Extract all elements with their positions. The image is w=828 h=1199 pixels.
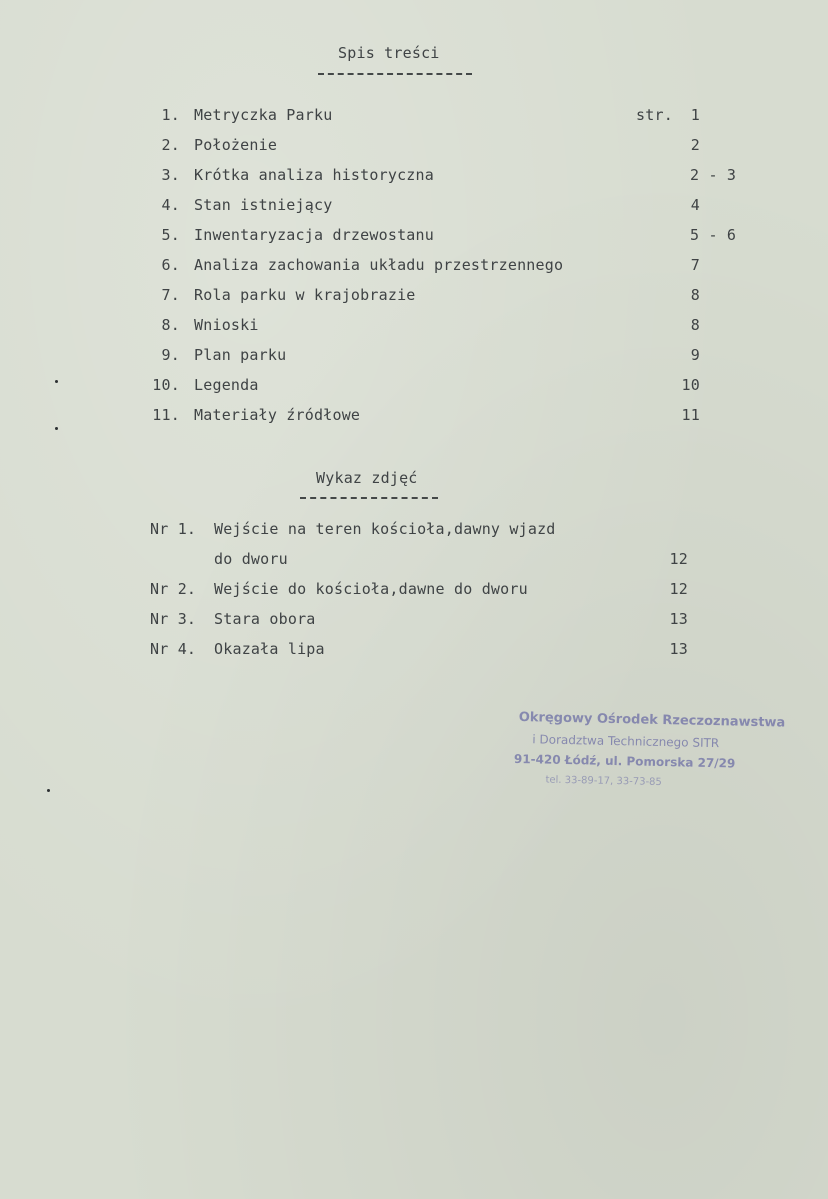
toc-item-page: 11 <box>681 406 700 424</box>
toc-item-number: 8. <box>161 316 180 334</box>
photo-item-number: Nr 3. <box>150 610 197 628</box>
photos-title: Wykaz zdjęć <box>316 469 418 487</box>
photos-title-underline <box>300 497 438 499</box>
toc-item-number: 7. <box>161 286 180 304</box>
toc-item-label: Materiały źródłowe <box>194 406 361 424</box>
toc-item-label: Metryczka Parku <box>194 106 333 124</box>
toc-item-label: Wnioski <box>194 316 259 334</box>
stamp-line: 91-420 Łódź, ul. Pomorska 27/29 <box>513 751 736 771</box>
punch-mark <box>55 427 58 430</box>
photo-item-number: Nr 1. <box>150 520 197 538</box>
toc-title: Spis treści <box>338 44 440 62</box>
stamp-line: Okręgowy Ośrodek Rzeczoznawstwa <box>518 709 786 731</box>
toc-item-page: 7 <box>690 256 700 274</box>
toc-item-number: 5. <box>161 226 180 244</box>
toc-item-number: 9. <box>161 346 180 364</box>
toc-item-label: Inwentaryzacja drzewostanu <box>194 226 434 244</box>
toc-item-label: Położenie <box>194 136 278 154</box>
photo-item-page: 13 <box>669 610 688 628</box>
toc-item-page: 4 <box>690 196 700 214</box>
photo-item-page: 12 <box>669 580 688 598</box>
toc-item-number: 11. <box>152 406 180 424</box>
toc-item-label: Plan parku <box>194 346 287 364</box>
photo-item-number: Nr 2. <box>150 580 197 598</box>
toc-item-number: 1. <box>161 106 180 124</box>
photo-item-number: Nr 4. <box>150 640 197 658</box>
photo-item-label: Okazała lipa <box>214 640 325 658</box>
toc-item-number: 10. <box>152 376 180 394</box>
photo-item-page: 13 <box>669 640 688 658</box>
toc-item-page: 2 - 3 <box>690 166 737 184</box>
toc-item-page: 2 <box>690 136 700 154</box>
toc-item-label: Analiza zachowania układu przestrzennego <box>194 256 564 274</box>
toc-item-page: 5 - 6 <box>690 226 737 244</box>
toc-item-label: Stan istniejący <box>194 196 333 214</box>
institution-stamp <box>511 709 786 804</box>
toc-item-number: 2. <box>161 136 180 154</box>
toc-item-page: 8 <box>690 316 700 334</box>
photo-item-page: 12 <box>669 550 688 568</box>
toc-item-label: Legenda <box>194 376 259 394</box>
punch-mark <box>47 789 50 792</box>
toc-item-label: Rola parku w krajobrazie <box>194 286 416 304</box>
toc-item-number: 6. <box>161 256 180 274</box>
punch-mark <box>55 380 58 383</box>
stamp-line: tel. 33-89-17, 33-73-85 <box>545 774 662 788</box>
toc-item-page: 10 <box>681 376 700 394</box>
toc-page-label: str. <box>636 106 673 124</box>
toc-item-page: 8 <box>690 286 700 304</box>
photo-item-label: Wejście do kościoła,dawne do dworu <box>214 580 528 598</box>
stamp-line: i Doradztwa Technicznego SITR <box>532 732 720 751</box>
toc-item-page: 9 <box>690 346 700 364</box>
toc-item-number: 4. <box>161 196 180 214</box>
photo-item-label-continued: do dworu <box>214 550 288 568</box>
toc-title-underline <box>318 73 472 75</box>
toc-item-label: Krótka analiza historyczna <box>194 166 434 184</box>
toc-item-page: 1 <box>690 106 700 124</box>
toc-item-number: 3. <box>161 166 180 184</box>
photo-item-label: Wejście na teren kościoła,dawny wjazd <box>214 520 556 538</box>
photo-item-label: Stara obora <box>214 610 316 628</box>
